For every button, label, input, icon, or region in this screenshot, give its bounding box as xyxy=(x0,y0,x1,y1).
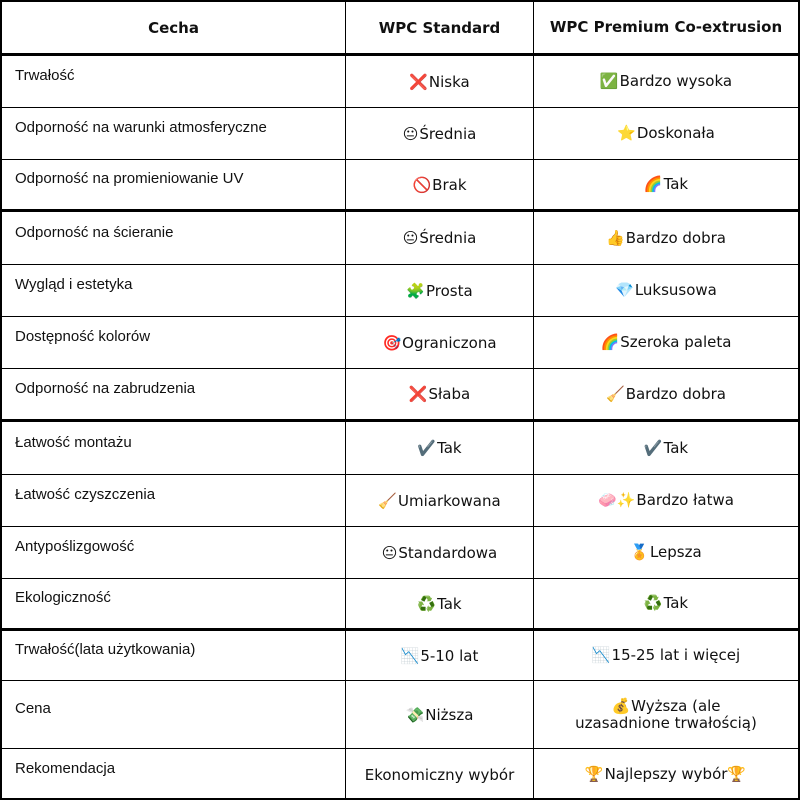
premium-value: 15-25 lat i więcej xyxy=(611,646,741,664)
table-row xyxy=(2,527,798,579)
table-header-row xyxy=(2,2,798,56)
medal-icon: 🏅 xyxy=(630,543,649,561)
check-box-icon: ✅ xyxy=(599,72,619,90)
standard-value: Niższa xyxy=(425,705,474,724)
target-icon: 🎯 xyxy=(382,333,402,352)
cross-icon: ❌ xyxy=(409,72,428,91)
table-row xyxy=(2,681,798,749)
premium-value: Szeroka paleta xyxy=(620,333,732,351)
table-row xyxy=(2,317,798,369)
premium-value: Bardzo łatwa xyxy=(636,491,734,509)
recycle-icon: ♻️ xyxy=(417,594,437,613)
standard-value: Tak xyxy=(437,439,462,457)
thumbs-up-icon: 👍 xyxy=(606,228,625,247)
rainbow-icon: 🌈 xyxy=(643,175,663,193)
gem-icon: 💎 xyxy=(615,281,634,299)
feature-label: Antypoślizgowość xyxy=(15,538,135,555)
feature-label: Łatwość czyszczenia xyxy=(15,486,156,503)
premium-value: Bardzo dobra xyxy=(625,384,726,403)
feature-label: Trwałość(lata użytkowania) xyxy=(15,641,196,658)
premium-value: Tak xyxy=(663,175,689,193)
header-wpc-standard: WPC Standard xyxy=(346,2,534,53)
prohibited-icon: 🚫 xyxy=(412,175,432,194)
broom-icon: 🧹 xyxy=(606,384,625,403)
table-row xyxy=(2,579,798,631)
premium-value: Luksusowa xyxy=(634,281,717,299)
feature-label: Odporność na warunki atmosferyczne xyxy=(15,119,267,136)
cross-icon: ❌ xyxy=(408,385,428,403)
standard-value: Tak xyxy=(437,594,462,613)
star-icon: ⭐ xyxy=(617,124,636,142)
standard-value: Umiarkowana xyxy=(398,491,501,510)
recycle-icon: ♻️ xyxy=(643,594,663,612)
standard-value: Ekonomiczny wybór xyxy=(364,765,515,784)
premium-value: Bardzo dobra xyxy=(625,228,726,247)
table-row xyxy=(2,265,798,317)
chart-decreasing-icon: 📉 xyxy=(591,646,611,664)
standard-value: Niska xyxy=(428,72,470,91)
table-row xyxy=(2,56,798,108)
trophy-icon: 🏆 xyxy=(584,765,604,783)
premium-value: Lepsza xyxy=(649,543,702,561)
premium-value: Najlepszy wybór xyxy=(604,765,728,783)
feature-label: Odporność na ścieranie xyxy=(15,223,174,241)
feature-label: Wygląd i estetyka xyxy=(15,276,133,293)
feature-label: Odporność na zabrudzenia xyxy=(15,379,196,397)
standard-value: Średnia xyxy=(419,124,477,143)
premium-value: Doskonała xyxy=(636,124,715,142)
premium-value: Tak xyxy=(663,594,689,612)
feature-label: Rekomendacja xyxy=(15,760,116,777)
standard-value: Średnia xyxy=(419,229,477,247)
neutral-face-icon: 😐 xyxy=(402,124,419,143)
feature-label: Cena xyxy=(15,700,51,717)
trophy-icon: 🏆 xyxy=(727,765,747,783)
standard-value: Standardowa xyxy=(398,543,498,562)
header-feature: Cecha xyxy=(2,2,346,53)
puzzle-icon: 🧩 xyxy=(406,281,425,300)
neutral-face-icon: 😐 xyxy=(381,543,398,562)
standard-value: Słaba xyxy=(428,385,471,403)
table-row xyxy=(2,212,798,265)
header-wpc-premium: WPC Premium Co-extrusion xyxy=(549,18,783,36)
feature-label: Łatwość montażu xyxy=(15,433,132,451)
standard-value: Brak xyxy=(432,175,467,194)
feature-label: Dostępność kolorów xyxy=(15,328,151,345)
table-row xyxy=(2,631,798,681)
money-wings-icon: 💸 xyxy=(405,705,425,724)
table-row xyxy=(2,422,798,475)
table-row xyxy=(2,160,798,212)
broom-icon: 🧹 xyxy=(378,491,398,510)
chart-decreasing-icon: 📉 xyxy=(400,646,420,665)
standard-value: Prosta xyxy=(426,281,473,300)
premium-value: Wyższa (ale uzasadnione trwałością) xyxy=(575,696,757,732)
neutral-face-icon: 😐 xyxy=(402,229,419,247)
table-row xyxy=(2,749,798,800)
check-mark-icon: ✔️ xyxy=(417,439,437,457)
money-bag-icon: 💰 xyxy=(611,696,631,715)
feature-label: Ekologiczność xyxy=(15,589,111,606)
soap-sparkles-icon: 🧼✨ xyxy=(598,491,636,509)
check-mark-icon: ✔️ xyxy=(643,438,663,457)
standard-value: 5-10 lat xyxy=(420,646,479,665)
feature-label: Odporność na promieniowanie UV xyxy=(15,170,244,187)
table-row xyxy=(2,475,798,527)
standard-value: Ograniczona xyxy=(402,333,497,352)
premium-value: Bardzo wysoka xyxy=(619,72,733,90)
table-row xyxy=(2,369,798,422)
rainbow-icon: 🌈 xyxy=(600,333,620,351)
feature-label: Trwałość xyxy=(15,67,75,84)
table-row xyxy=(2,108,798,160)
premium-value: Tak xyxy=(663,438,689,457)
